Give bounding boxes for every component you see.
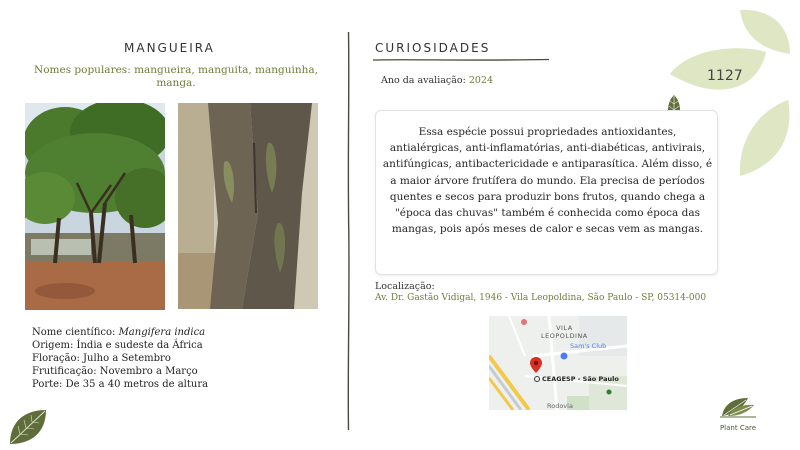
logo-name: Plant Care: [719, 424, 757, 432]
map-pin-label: CEAGESP - São Paulo: [542, 375, 619, 383]
logo: [710, 396, 766, 432]
description-card: [375, 110, 718, 275]
map-street-label: Rodovia: [547, 402, 573, 410]
fruiting-row: Frutificação: Novembro a Março: [32, 366, 198, 377]
plant-title: MANGUEIRA: [124, 41, 215, 55]
scientific-name-value: Mangifera indica: [118, 327, 206, 338]
location-label: Localização:: [375, 281, 435, 292]
location-map[interactable]: [489, 316, 627, 410]
record-number: 1127: [707, 68, 743, 84]
plant-info: [32, 326, 208, 391]
location-address[interactable]: Av. Dr. Gastão Vidigal, 1946 - Vila Leopoldina, São Paulo - SP, 05314-000: [375, 293, 707, 303]
photo-mango-trunk: [178, 103, 318, 309]
column-divider: [347, 32, 350, 430]
year-label: Ano da avaliação:: [381, 75, 469, 86]
curiosities-underline: [373, 58, 549, 62]
plant-care-logo-icon: [718, 396, 758, 418]
evaluation-year: [381, 75, 493, 86]
map-pin-icon: [530, 357, 542, 373]
year-value: 2024: [468, 75, 494, 86]
map-store-label: Sam's Club: [570, 342, 607, 350]
curiosities-title: CURIOSIDADES: [375, 41, 491, 55]
ceagesp-marker-icon: [534, 376, 540, 382]
scientific-name-label: Nome científico:: [32, 327, 119, 338]
flowering-row: Floração: Julho a Setembro: [32, 353, 171, 364]
popular-names: Nomes populares: mangueira, manguita, manguinha, manga.: [34, 64, 318, 89]
leaf-decor-right-icon: [738, 98, 792, 178]
leaf-decor-bottom-icon: [8, 408, 48, 446]
photo-mango-tree-canopy: [25, 103, 165, 310]
map-district-label: VILA LEOPOLDINA: [541, 324, 588, 340]
origin-row: Origem: Índia e sudeste da África: [32, 340, 203, 351]
description-text: Essa espécie possui propriedades antioxidantes, antialérgicas, anti-inflamatórias, anti-diabéticas, antivirais, antifúngicas, antibactericidade e antiparasítica. Além disso, é a maior árvore frutífera do mundo. Ela precisa de períodos quentes e secos para produzir bons frutos, quando chega a "época das chuvas" também é conhecida como época das mangas, pois após meses de calor e secas vem as mangas.: [382, 126, 713, 236]
scientific-name-row: [32, 326, 208, 339]
size-row: Porte: De 35 a 40 metros de altura: [32, 379, 209, 390]
